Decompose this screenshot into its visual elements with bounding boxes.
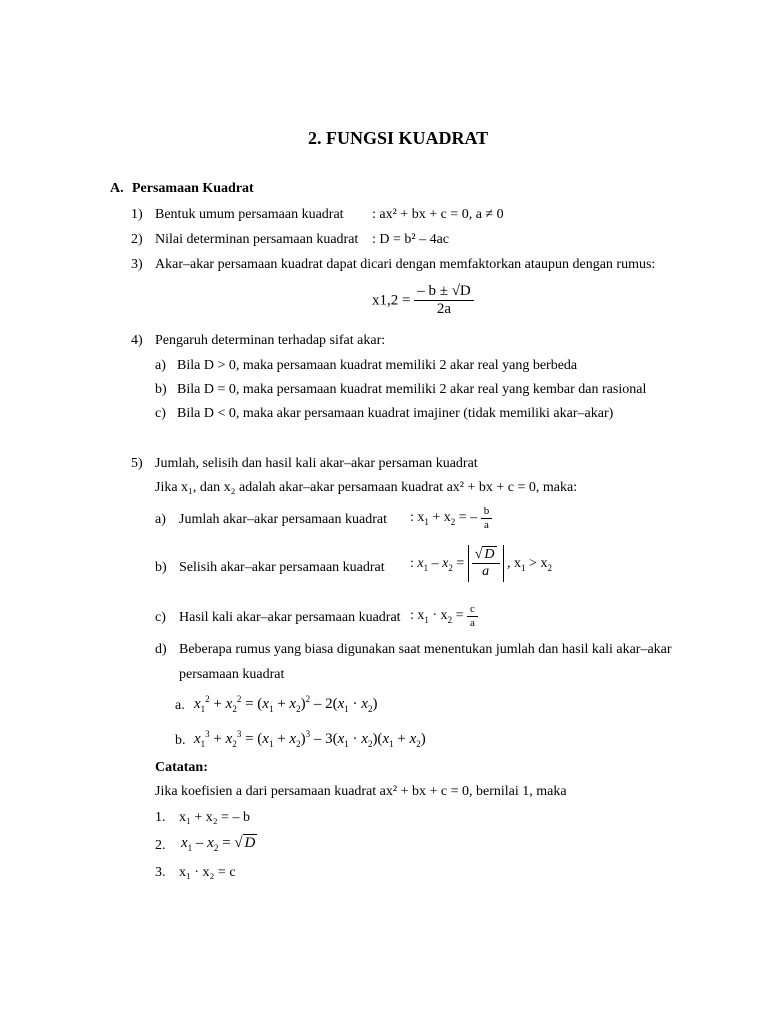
catatan-item-2-num: 2. xyxy=(155,838,166,853)
item-4a-text: Bila D > 0, maka persamaan kuadrat memiliki 2 akar real yang berbeda xyxy=(177,358,578,373)
item-5a-text: Jumlah akar–akar persamaan kuadrat xyxy=(179,512,387,527)
root-formula-denominator: 2a xyxy=(436,301,452,318)
item-5c-formula: : $x_1 \cdot x_2$ = $\frac{c}{a}$ xyxy=(410,603,478,629)
formula-a-label: a. xyxy=(175,698,185,713)
item-5-intro: Jika x₁, dan x₂ adalah akar–akar persamaan kuadrat ax² + bx + c = 0, maka: xyxy=(155,480,578,495)
item-5b-num: b) xyxy=(155,560,167,575)
item-5b-formula: : $x_1 - x_2$ = $\frac{√ D}{a}$ , $x_1 > x_2$ xyxy=(410,545,552,582)
item-5a-num: a) xyxy=(155,512,166,527)
item-5d-num: d) xyxy=(155,642,167,657)
item-2-value: : D = b² – 4ac xyxy=(372,232,450,247)
item-4a-num: a) xyxy=(155,358,166,373)
item-5d-text2: persamaan kuadrat xyxy=(179,667,285,682)
item-2-text: Nilai determinan persamaan kuadrat xyxy=(155,232,359,247)
item-4-text: Pengaruh determinan terhadap sifat akar: xyxy=(155,333,386,348)
formula-a: $x_1^2 + x_2^2 = (x_1 + x_2)^2 - 2(x_1 \cdot x_2)$ xyxy=(194,694,378,714)
formula-b-label: b. xyxy=(175,733,186,748)
item-5c-text: Hasil kali akar–akar persamaan kuadrat xyxy=(179,610,401,625)
catatan-item-1-num: 1. xyxy=(155,810,166,825)
item-1-text: Bentuk umum persamaan kuadrat xyxy=(155,207,344,222)
root-formula-numerator: – b ± √D xyxy=(414,283,474,301)
item-3-num: 3) xyxy=(131,257,143,272)
catatan-intro: Jika koefisien a dari persamaan kuadrat ax² + bx + c = 0, bernilai 1, maka xyxy=(155,784,567,799)
section-a-heading: Persamaan Kuadrat xyxy=(132,181,254,196)
page-title: 2. FUNGSI KUADRAT xyxy=(308,128,489,148)
item-1-num: 1) xyxy=(131,207,143,222)
item-4b-text: Bila D = 0, maka persamaan kuadrat memiliki 2 akar real yang kembar dan rasional xyxy=(177,382,647,397)
root-formula-fraction xyxy=(414,283,474,319)
catatan-item-2-formula: $x_1 - x_2$ = √ D xyxy=(181,835,256,853)
item-5-num: 5) xyxy=(131,456,143,471)
section-a-label: A. xyxy=(110,181,124,196)
item-4c-num: c) xyxy=(155,406,166,421)
catatan-heading: Catatan: xyxy=(155,760,208,775)
item-4-num: 4) xyxy=(131,333,143,348)
item-5a-formula: : $x_1 + x_2$ = – $\frac{b}{a}$ xyxy=(410,505,492,531)
item-1-value: : ax² + bx + c = 0, a ≠ 0 xyxy=(372,207,504,222)
catatan-item-1-text: x₁ + x₂ = – b xyxy=(179,810,251,825)
item-3-text: Akar–akar persamaan kuadrat dapat dicari dengan memfaktorkan ataupun dengan rumus: xyxy=(155,257,656,272)
item-5d-text: Beberapa rumus yang biasa digunakan saat menentukan jumlah dan hasil kali akar–akar xyxy=(179,642,672,657)
item-5-text: Jumlah, selisih dan hasil kali akar–akar persaman kuadrat xyxy=(155,456,478,471)
item-5c-num: c) xyxy=(155,610,166,625)
catatan-item-3-text: x₁ · x₂ = c xyxy=(179,865,236,880)
formula-b: $x_1^3 + x_2^3 = (x_1 + x_2)^3 - 3(x_1 \cdot x_2)(x_1 + x_2)$ xyxy=(194,729,426,749)
item-4c-text: Bila D < 0, maka akar persamaan kuadrat imajiner (tidak memiliki akar–akar) xyxy=(177,406,614,421)
item-5b-text: Selisih akar–akar persamaan kuadrat xyxy=(179,560,385,575)
item-2-num: 2) xyxy=(131,232,143,247)
item-4b-num: b) xyxy=(155,382,167,397)
root-formula xyxy=(372,283,474,319)
catatan-item-3-num: 3. xyxy=(155,865,166,880)
root-formula-lhs: x1,2 = xyxy=(372,292,411,309)
